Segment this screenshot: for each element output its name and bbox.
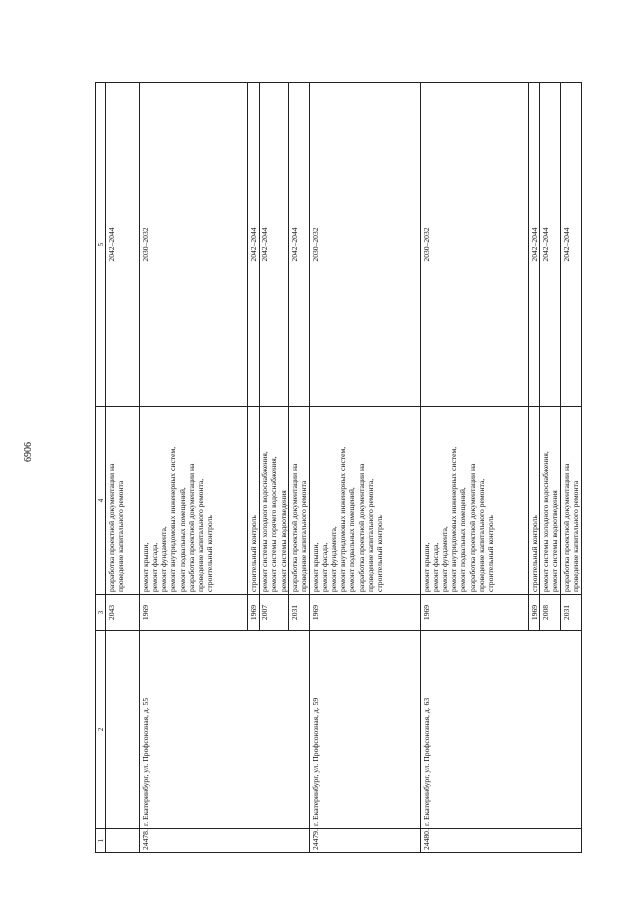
table-row bbox=[140, 83, 248, 853]
year-cell: 1969 bbox=[309, 595, 420, 631]
table-row bbox=[309, 83, 420, 853]
year-cell: 1969 bbox=[420, 595, 528, 631]
work-item: ремонт крыши, bbox=[310, 542, 320, 592]
record-number: 24479. bbox=[309, 829, 420, 853]
work-item: разработка проектной документации на bbox=[561, 463, 571, 592]
work-item: ремонт фасада, bbox=[149, 542, 159, 592]
work-item: проведение капитального ремонта bbox=[570, 480, 580, 592]
works-cell bbox=[248, 407, 259, 595]
works-cell bbox=[528, 407, 539, 595]
work-item: ремонт крыши, bbox=[421, 542, 431, 592]
year-cell: 2031 bbox=[289, 595, 310, 631]
repair-schedule-table bbox=[95, 82, 582, 853]
work-item: проведение капитального ремонта, bbox=[476, 478, 486, 592]
building-address: г. Екатеринбург, ул. Профсоюзная, д. 55 bbox=[140, 631, 310, 829]
column-header: 3 bbox=[96, 595, 106, 631]
work-item: ремонт фундамента, bbox=[328, 526, 338, 592]
period-cell: 2042–2044 bbox=[106, 83, 140, 407]
works-cell bbox=[106, 407, 140, 595]
table-body bbox=[106, 83, 581, 853]
work-item: проведение капитального ремонта bbox=[115, 480, 125, 592]
work-item: ремонт крыши, bbox=[140, 542, 150, 592]
work-item: ремонт фасада, bbox=[319, 542, 329, 592]
period-cell: 2042–2044 bbox=[259, 83, 289, 407]
table-header-row bbox=[96, 83, 106, 853]
work-item: ремонт внутридомовых инженерных систем, bbox=[168, 446, 178, 592]
work-item: строительный контроль bbox=[248, 515, 258, 592]
works-cell bbox=[540, 407, 561, 595]
works-cell bbox=[259, 407, 289, 595]
year-cell: 2031 bbox=[560, 595, 581, 631]
record-number: 24478. bbox=[140, 829, 310, 853]
work-item: ремонт системы холодного водоснабжения, bbox=[540, 451, 550, 592]
column-header: 5 bbox=[96, 83, 106, 407]
work-item: ремонт внутридомовых инженерных систем, bbox=[338, 446, 348, 592]
work-item: строительный контроль bbox=[485, 515, 495, 592]
year-cell: 2007 bbox=[259, 595, 289, 631]
work-item: ремонт фасада, bbox=[430, 542, 440, 592]
period-cell: 2042–2044 bbox=[289, 83, 310, 407]
works-cell bbox=[289, 407, 310, 595]
work-item: ремонт подвальных помещений, bbox=[177, 487, 187, 592]
year-cell: 1969 bbox=[248, 595, 259, 631]
work-item: ремонт внутридомовых инженерных систем, bbox=[449, 446, 459, 592]
work-item: строительный контроль bbox=[374, 515, 384, 592]
work-item: ремонт системы горячего водоснабжения, bbox=[269, 456, 279, 592]
work-item: разработка проектной документации на bbox=[467, 463, 477, 592]
period-cell: 2042–2044 bbox=[248, 83, 259, 407]
table-row bbox=[420, 83, 528, 853]
work-item: ремонт системы холодного водоснабжения, bbox=[260, 451, 270, 592]
work-item: проведение капитального ремонта, bbox=[196, 478, 205, 592]
work-item: ремонт подвальных помещений, bbox=[347, 487, 357, 592]
work-item: ремонт подвальных помещений, bbox=[458, 487, 468, 592]
work-item: строительный контроль bbox=[205, 515, 215, 592]
work-item: ремонт системы водоотведения bbox=[278, 490, 288, 592]
period-cell: 2042–2044 bbox=[560, 83, 581, 407]
work-item: ремонт фундамента, bbox=[439, 526, 449, 592]
works-cell bbox=[309, 407, 420, 595]
rotated-table-container bbox=[95, 83, 580, 853]
building-address bbox=[106, 631, 140, 829]
record-number bbox=[106, 829, 140, 853]
year-cell: 1969 bbox=[140, 595, 248, 631]
work-item: ремонт фундамента, bbox=[159, 526, 169, 592]
work-item: разработка проектной документации на bbox=[106, 463, 116, 592]
column-header: 1 bbox=[96, 829, 106, 853]
record-number: 24480. bbox=[420, 829, 581, 853]
column-header: 2 bbox=[96, 631, 106, 829]
work-item: строительный контроль bbox=[529, 515, 539, 592]
works-cell bbox=[560, 407, 581, 595]
building-address: г. Екатеринбург, ул. Профсоюзная, д. 59 bbox=[309, 631, 420, 829]
table-row bbox=[106, 83, 140, 853]
period-cell: 2042–2044 bbox=[540, 83, 561, 407]
work-item: проведение капитального ремонта, bbox=[365, 478, 375, 592]
year-cell: 1969 bbox=[528, 595, 539, 631]
works-cell bbox=[140, 407, 248, 595]
column-header: 4 bbox=[96, 407, 106, 595]
work-item: ремонт системы водоотведения bbox=[550, 490, 560, 592]
period-cell: 2030–2032 bbox=[140, 83, 248, 407]
year-cell: 2043 bbox=[106, 595, 140, 631]
page-number: 6906 bbox=[23, 442, 34, 462]
year-cell: 2008 bbox=[540, 595, 561, 631]
period-cell: 2042–2044 bbox=[528, 83, 539, 407]
period-cell: 2030–2032 bbox=[309, 83, 420, 407]
work-item: разработка проектной документации на bbox=[186, 463, 196, 592]
work-item: проведение капитального ремонта bbox=[299, 480, 309, 592]
work-item: разработка проектной документации на bbox=[356, 463, 366, 592]
building-address: г. Екатеринбург, ул. Профсоюзная, д. 63 bbox=[420, 631, 581, 829]
works-cell bbox=[420, 407, 528, 595]
work-item: разработка проектной документации на bbox=[289, 463, 299, 592]
period-cell: 2030–2032 bbox=[420, 83, 528, 407]
